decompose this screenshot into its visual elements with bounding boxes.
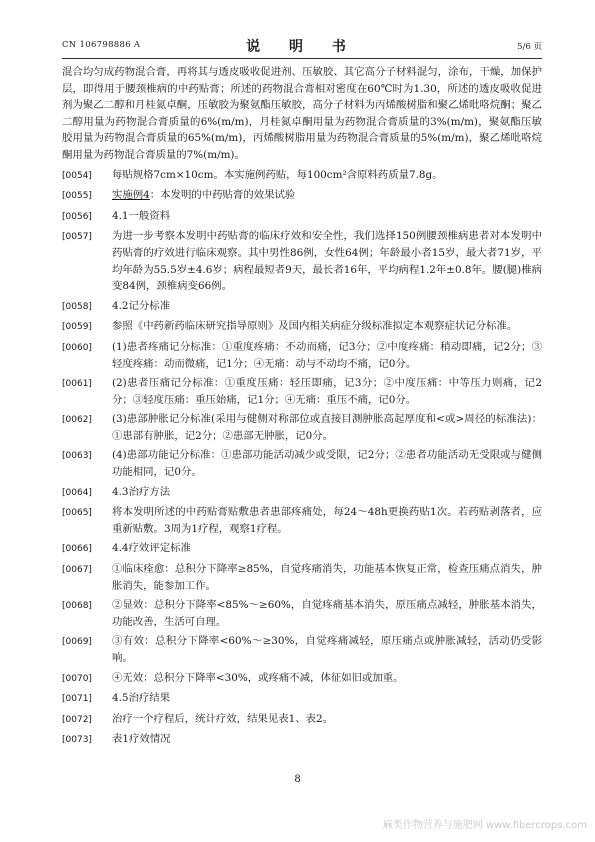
paragraph: [62, 228, 542, 294]
example-heading-rest: ：本发明的中药贴膏的效果试验: [149, 189, 296, 202]
paragraph-text: 4.4疗效评定标准: [112, 542, 191, 555]
document-number: CN 106798886 A: [62, 40, 141, 50]
paragraph-text: 将本发明所述的中药贴膏贴敷患者患部疼痛处，每24～48h更换药贴1次。若药贴剥落者，应重新贴敷。3周为1疗程，观察1疗程。: [112, 506, 542, 535]
paragraph-number: [0067]: [62, 565, 92, 576]
paragraph-number: [0068]: [62, 601, 92, 612]
paragraph-number: [0060]: [62, 342, 92, 353]
paragraph: [62, 411, 542, 444]
paragraph: [62, 447, 542, 480]
paragraph-text: 表1疗效情况: [112, 733, 171, 746]
paragraph: [62, 540, 542, 558]
paragraph-number: [0056]: [62, 211, 92, 222]
paragraph-text: 参照《中药新药临床研究指导原则》及国内相关病症分级标准拟定本观察症状记分标准。: [112, 320, 518, 333]
paragraph: [62, 318, 542, 336]
paragraph-text: (3)患部肿胀记分标准(采用与健侧对称部位或直接目测肿胀高起厚度和<或>周径的标准法)：①患部有肿胀，记2分；②患部无肿胀，记0分。: [112, 413, 542, 442]
paragraph: [62, 339, 542, 372]
paragraph: [62, 690, 542, 708]
paragraph: [62, 670, 542, 688]
paragraph-text: 4.2记分标准: [112, 299, 171, 312]
paragraph-number: [0070]: [62, 673, 92, 684]
intro-paragraph: 混合均匀成药物混合膏，再将其与透皮吸收促进剂、压敏胶、其它高分子材料混匀，涂布，干燥，加保护层，即得用于腰颈椎病的中药贴膏；所述的药物混合膏相对密度在60℃时为1.30，所述的透皮吸收促进剂为聚乙二醇和月桂氮卓酮，压敏胶为聚氨酯压敏胶，高分子材料为丙烯酸树脂和聚乙烯吡咯烷酮；聚乙二醇用量为药物混合膏质量的6%(m/m)，月桂氮卓酮用量为药物混合膏质量的3%(m/m)，聚氨酯压敏胶用量为药物混合膏质量的65%(m/m)，丙烯酸树脂用量为药物混合膏质量的5%(m/m)，聚乙烯吡咯烷酮用量为药物混合膏质量的7%(m/m)。: [62, 66, 542, 161]
paragraph-number: [0054]: [62, 170, 92, 181]
paragraph-text: ④无效：总积分下降率<30%，或疼痛不减，体征如旧或加重。: [112, 671, 404, 684]
page-header: [62, 36, 542, 56]
watermark: 麻类作物营养与施肥网 www.fibercrops.com: [382, 820, 587, 831]
paragraph-number: [0064]: [62, 487, 92, 498]
paragraph: [62, 597, 542, 630]
header-rule: [62, 58, 542, 59]
paragraph-text: 4.3治疗方法: [112, 485, 171, 498]
paragraph-text: [112, 187, 542, 205]
paragraph-number: [0073]: [62, 735, 92, 746]
document-body: [62, 64, 542, 752]
example-heading: 实施例4: [112, 189, 150, 202]
paragraph-text: ③有效：总积分下降率<60%～≥30%，自觉疼痛减轻，原压痛点或肿胀减轻，活动仍受影响。: [112, 635, 542, 664]
page-number: 8: [294, 774, 301, 785]
paragraph-number: [0066]: [62, 544, 92, 555]
paragraph: [62, 711, 542, 729]
paragraph-text: ②显效：总积分下降率<85%～≥60%，自觉疼痛基本消失，原压痛点减轻，肿胀基本消失，功能改善，生活可自理。: [112, 599, 542, 628]
paragraph-text: 治疗一个疗程后，统计疗效，结果见表1、表2。: [112, 712, 334, 725]
paragraph: [62, 187, 542, 205]
paragraph-number: [0061]: [62, 379, 92, 390]
paragraph: [62, 167, 542, 185]
paragraph-text: 4.5治疗结果: [112, 692, 171, 705]
paragraph: [62, 561, 542, 594]
paragraph-text: (2)患者压痛记分标准：①重度压痛：轻压即痛，记3分；②中度压痛：中等压力则痛，记2分；③轻度压痛：重压始痛，记1分；④无痛：重压不痛，记0分。: [112, 377, 542, 406]
paragraph: [62, 731, 542, 749]
paragraph-list: [62, 167, 542, 749]
paragraph-number: [0059]: [62, 322, 92, 333]
paragraph: [62, 298, 542, 316]
paragraph: [62, 375, 542, 408]
paragraph-number: [0062]: [62, 415, 92, 426]
paragraph: [62, 633, 542, 666]
paragraph-text: (4)患部功能记分标准：①患部功能活动减少或受限，记2分；②患者功能活动无受限或与健侧功能相同，记0分。: [112, 449, 542, 479]
paragraph-number: [0058]: [62, 301, 92, 312]
paragraph-text: 为进一步考察本发明中药贴膏的临床疗效和安全性，我们选择150例腰颈椎病患者对本发明中药贴膏的疗效进行临床观察。其中男性86例，女性64例；年龄最小者15岁，最大者71岁，平均年龄为55.5岁±4.6岁；病程最短者9天，最长者16年，平均病程1.2年±0.8年。腰(腿)椎病变84例，颈椎病变66例。: [112, 230, 542, 293]
paragraph: [62, 504, 542, 537]
paragraph-text: 4.1一般资料: [112, 209, 171, 222]
paragraph-number: [0055]: [62, 191, 92, 202]
paragraph-number: [0057]: [62, 232, 92, 243]
paragraph-number: [0063]: [62, 451, 92, 462]
paragraph-text: 每贴规格7cm×10cm。本实施例药贴，每100cm²含原料药质量7.8g。: [112, 168, 443, 181]
header-title: 说 明 书: [246, 39, 358, 55]
paragraph-number: [0065]: [62, 508, 92, 519]
paragraph-text: ①临床痊愈：总积分下降率≥85%，自觉疼痛消失，功能基本恢复正常，检查压痛点消失，肿胀消失，能参加工作。: [112, 563, 542, 592]
paragraph: [62, 208, 542, 226]
paragraph: [62, 484, 542, 502]
page-reference: 5/6 页: [517, 42, 542, 52]
paragraph-text: (1)患者疼痛记分标准：①重度疼痛：不动而痛，记3分；②中度疼痛：稍动即痛，记2分；③轻度疼痛：动而微痛，记1分；④无痛：动与不动均不痛，记0分。: [112, 340, 542, 370]
paragraph-number: [0069]: [62, 637, 92, 648]
paragraph-number: [0071]: [62, 694, 92, 705]
paragraph-number: [0072]: [62, 714, 92, 725]
